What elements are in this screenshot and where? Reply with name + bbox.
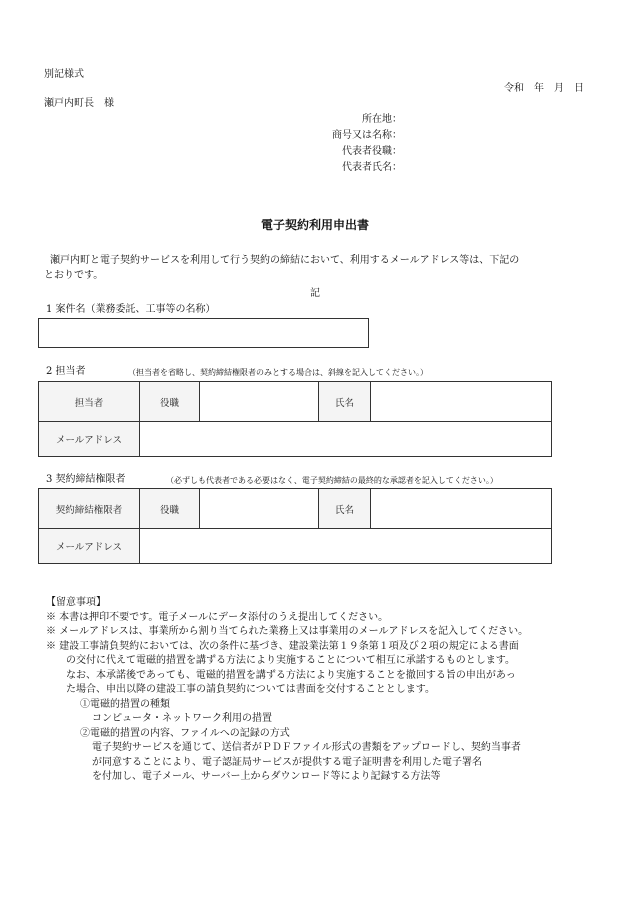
note-line: ②電磁的措置の内容、ファイルへの記録の方式 — [80, 727, 290, 739]
ki-mark: 記 — [310, 288, 320, 299]
note-line: 電子契約サービスを通じて、送信者がＰＤＦファイル形式の書類をアップロードし、契約当事者 — [92, 742, 521, 753]
field-rep-position-label: 代表者役職： — [342, 146, 402, 157]
signer-position-label: 役職 — [140, 489, 200, 529]
addressee: 瀬戸内町長 様 — [44, 98, 114, 109]
signer-table — [38, 488, 552, 564]
signer-email-label: メールアドレス — [39, 529, 140, 564]
form-label: 別記様式 — [44, 69, 84, 80]
note-line: が同意することにより、電子認証局サービスが提供する電子証明書を利用した電子署名 — [92, 756, 482, 768]
signer-name-label: 氏名 — [319, 489, 371, 529]
contact-table — [38, 381, 552, 457]
field-rep-name-label: 代表者氏名： — [342, 162, 402, 173]
signer-email-input[interactable] — [140, 529, 552, 564]
contact-name-label: 氏名 — [319, 382, 371, 422]
section1-label: 1 案件名（業務委託、工事等の名称） — [46, 304, 216, 315]
signer-position-input[interactable] — [200, 489, 319, 529]
intro-line-2: とおりです。 — [44, 270, 104, 281]
project-name-field[interactable] — [38, 318, 369, 348]
contact-row-header: 担当者 — [39, 382, 140, 422]
note-line: ※ 建設工事請負契約においては、次の条件に基づき、建設業法第１９条第１項及び２項の規定による書面 — [46, 640, 519, 652]
section2-note: （担当者を省略し、契約締結権限者のみとする場合は、斜線を記入してください。） — [128, 368, 428, 377]
notes-heading: 【留意事項】 — [46, 597, 106, 608]
date-line: 令和 年 月 日 — [504, 83, 584, 94]
contact-position-input[interactable] — [200, 382, 319, 422]
note-line: た場合、申出以降の建設工事の請負契約については書面を交付することとします。 — [66, 684, 435, 695]
contact-email-input[interactable] — [140, 422, 552, 457]
signer-name-input[interactable] — [371, 489, 552, 529]
document-title: 電子契約利用申出書 — [260, 218, 369, 232]
note-line: コンピュータ・ネットワーク利用の措置 — [92, 713, 272, 724]
section3-label: 3 契約締結権限者 — [46, 474, 126, 485]
field-address-label: 所在地： — [362, 114, 402, 125]
section3-note: （必ずしも代表者である必要はなく、電子契約締結の最終的な承認者を記入してください。） — [166, 476, 498, 485]
contact-name-input[interactable] — [371, 382, 552, 422]
note-line: ①電磁的措置の種類 — [80, 698, 170, 710]
note-line: なお、本承諾後であっても、電磁的措置を講ずる方法により実施することを撤回する旨の申出があっ — [66, 669, 516, 681]
field-company-label: 商号又は名称： — [332, 130, 402, 141]
section2-label: 2 担当者 — [46, 366, 86, 377]
intro-line-1: 瀬戸内町と電子契約サービスを利用して行う契約の締結において、利用するメールアドレス等は、下記の — [50, 255, 520, 266]
notes-section — [46, 596, 606, 785]
contact-position-label: 役職 — [140, 382, 200, 422]
note-line: を付加し、電子メール、サーバー上からダウンロード等により記録する方法等 — [92, 771, 441, 782]
note-line: ※ 本書は押印不要です。電子メールにデータ添付のうえ提出してください。 — [46, 611, 389, 623]
signer-row-header: 契約締結権限者 — [39, 489, 140, 529]
contact-email-label: メールアドレス — [39, 422, 140, 457]
note-line: ※ メールアドレスは、事業所から割り当てられた業務上又は事業用のメールアドレスを記入してください。 — [46, 626, 529, 637]
note-line: の交付に代えて電磁的措置を講ずる方法により実施することについて相互に承諾するものとします。 — [66, 655, 515, 666]
